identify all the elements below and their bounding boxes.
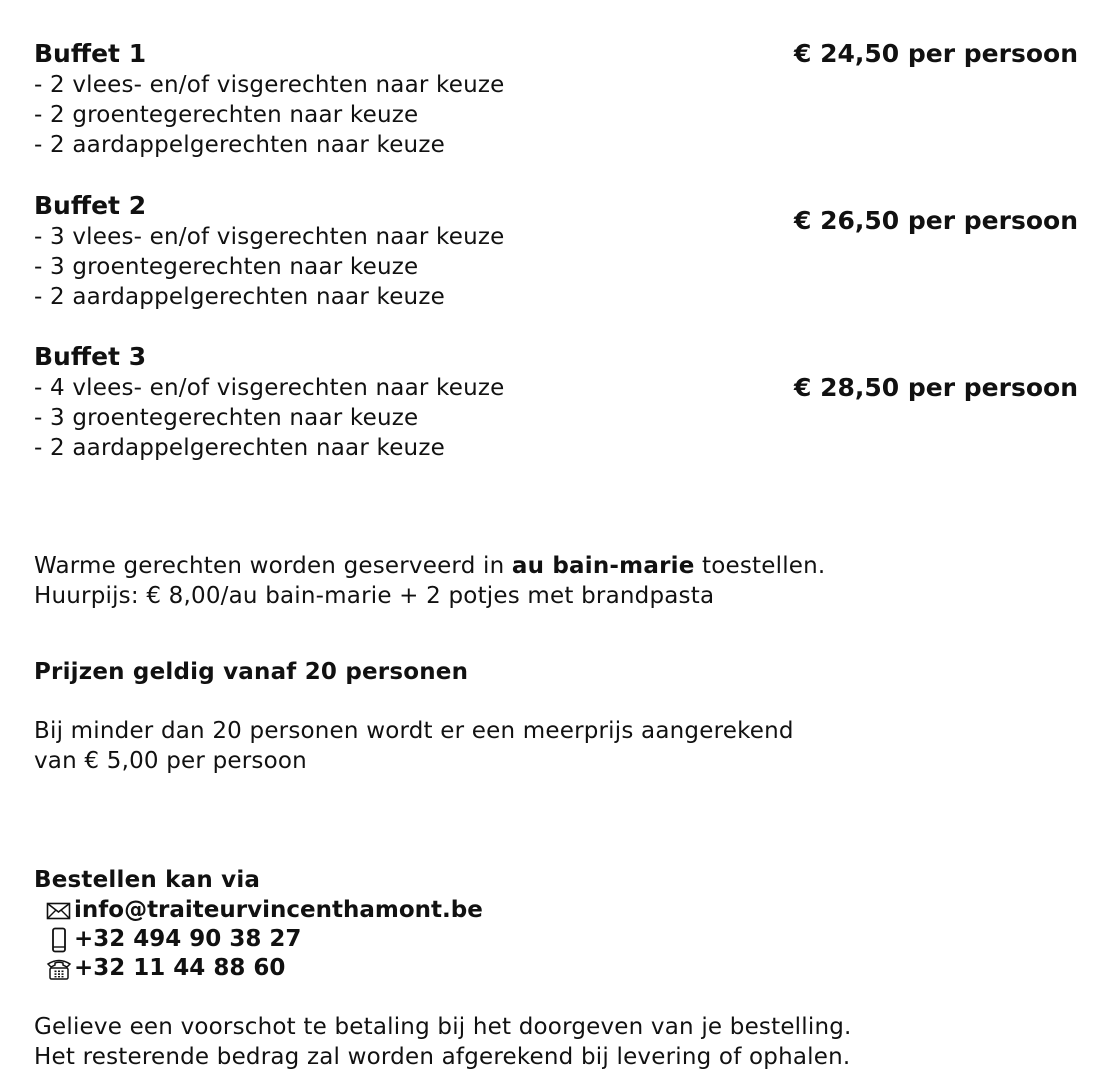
buffet-item: - 2 groentegerechten naar keuze [34, 102, 419, 128]
phone-number[interactable]: +32 11 44 88 60 [74, 955, 286, 981]
buffet-item: - 3 groentegerechten naar keuze [34, 254, 419, 280]
minimum-line-1: Bij minder dan 20 personen wordt er een meerprijs aangerekend [34, 718, 794, 744]
email-address[interactable]: info@traiteurvincenthamont.be [74, 897, 483, 923]
bainmarie-suffix: toestellen. [694, 553, 826, 579]
buffet-item: - 2 vlees- en/of visgerechten naar keuze [34, 72, 505, 98]
buffet-item: - 3 groentegerechten naar keuze [34, 405, 419, 431]
buffet-item: - 2 aardappelgerechten naar keuze [34, 132, 445, 158]
minimum-heading: Prijzen geldig vanaf 20 personen [34, 659, 469, 685]
buffet-item: - 2 aardappelgerechten naar keuze [34, 284, 445, 310]
buffet-item: - 4 vlees- en/of visgerechten naar keuze [34, 375, 505, 401]
mobile-number[interactable]: +32 494 90 38 27 [74, 926, 302, 952]
buffet-item: - 2 aardappelgerechten naar keuze [34, 435, 445, 461]
ordering-heading: Bestellen kan via [34, 867, 261, 893]
buffet-price: € 28,50 per persoon [794, 373, 1078, 402]
buffet-3 [34, 341, 1078, 463]
envelope-icon [46, 901, 74, 921]
contact-phone[interactable] [46, 953, 285, 983]
buffet-1 [34, 38, 1078, 160]
buffet-price: € 24,50 per persoon [794, 39, 1078, 68]
bainmarie-line-2: Huurpijs: € 8,00/au bain-marie + 2 potjes met brandpasta [34, 583, 715, 609]
buffet-2 [34, 190, 1078, 312]
buffet-title: Buffet 2 [34, 191, 147, 220]
bainmarie-bold: au bain-marie [511, 553, 695, 579]
buffet-item: - 3 vlees- en/of visgerechten naar keuze [34, 224, 505, 250]
telephone-icon [46, 957, 74, 981]
buffet-price: € 26,50 per persoon [794, 206, 1078, 235]
mobile-phone-icon [46, 927, 74, 953]
bainmarie-line-1 [34, 551, 825, 581]
contact-mobile[interactable] [46, 924, 301, 954]
buffet-title: Buffet 1 [34, 39, 147, 68]
payment-line-2: Het resterende bedrag zal worden afgerekend bij levering of ophalen. [34, 1044, 851, 1070]
payment-line-1: Gelieve een voorschot te betaling bij het doorgeven van je bestelling. [34, 1014, 852, 1040]
bainmarie-prefix: Warme gerechten worden geserveerd in [34, 553, 512, 579]
contact-email[interactable] [46, 895, 483, 925]
buffet-title: Buffet 3 [34, 342, 147, 371]
minimum-line-2: van € 5,00 per persoon [34, 748, 307, 774]
